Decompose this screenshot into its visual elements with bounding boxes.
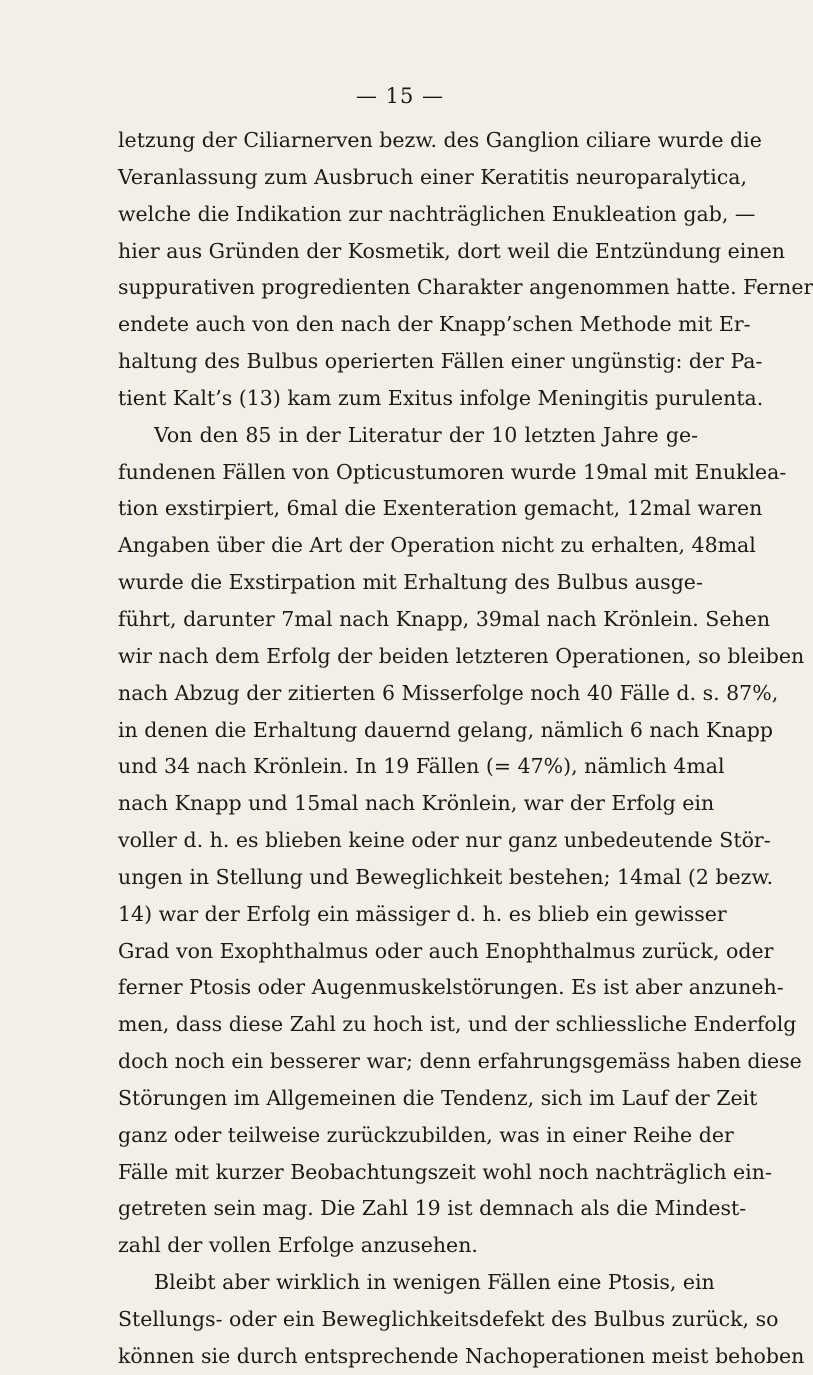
- text-line: haltung des Bulbus operierten Fällen einer ungünstig: der Pa-: [118, 349, 763, 374]
- text-line: 14) war der Erfolg ein mässiger d. h. es blieb ein gewisser: [118, 901, 727, 926]
- text-line: Veranlassung zum Ausbruch einer Keratitis neuroparalytica,: [118, 164, 748, 189]
- text-line: und 34 nach Krönlein. In 19 Fällen (= 47%), nämlich 4mal: [118, 754, 725, 779]
- text-line: Bleibt aber wirklich in wenigen Fällen eine Ptosis, ein: [154, 1270, 715, 1295]
- text-line: Von den 85 in der Literatur der 10 letzten Jahre ge-: [154, 422, 698, 447]
- text-line: Fälle mit kurzer Beobachtungszeit wohl noch nachträglich ein-: [118, 1159, 772, 1184]
- body-text: [118, 122, 813, 1375]
- text-line: nach Knapp und 15mal nach Krönlein, war der Erfolg ein: [118, 791, 715, 816]
- text-line: tion exstirpiert, 6mal die Exenteration gemacht, 12mal waren: [118, 496, 763, 521]
- text-line: ganz oder teilweise zurückzubilden, was in einer Reihe der: [118, 1122, 734, 1147]
- text-line: welche die Indikation zur nachträglichen Enukleation gab, —: [118, 201, 756, 226]
- text-line: hier aus Gründen der Kosmetik, dort weil die Entzündung einen: [118, 238, 785, 263]
- text-line: voller d. h. es blieben keine oder nur ganz unbedeutende Stör-: [118, 828, 771, 853]
- text-line: tient Kalt’s (13) kam zum Exitus infolge Meningitis purulenta.: [118, 385, 764, 410]
- text-line: Angaben über die Art der Operation nicht zu erhalten, 48mal: [118, 533, 756, 558]
- text-line: nach Abzug der zitierten 6 Misserfolge noch 40 Fälle d. s. 87%,: [118, 680, 779, 705]
- text-line: in denen die Erhaltung dauernd gelang, nämlich 6 nach Knapp: [118, 717, 773, 742]
- text-line: letzung der Ciliarnerven bezw. des Ganglion ciliare wurde die: [118, 128, 762, 152]
- text-line: ferner Ptosis oder Augenmuskelstörungen. Es ist aber anzuneh-: [118, 975, 784, 1000]
- text-line: Stellungs- oder ein Beweglichkeitsdefekt des Bulbus zurück, so: [118, 1307, 779, 1331]
- text-line: ungen in Stellung und Beweglichkeit bestehen; 14mal (2 bezw.: [118, 864, 774, 889]
- text-line: men, dass diese Zahl zu hoch ist, und der schliessliche Enderfolg: [118, 1012, 797, 1037]
- text-line: fundenen Fällen von Opticustumoren wurde 19mal mit Enuklea-: [118, 459, 787, 484]
- page-number: — 15 —: [355, 84, 445, 108]
- text-line: wurde die Exstirpation mit Erhaltung des Bulbus ausge-: [118, 570, 703, 595]
- text-line: zahl der vollen Erfolge anzusehen.: [118, 1233, 478, 1258]
- text-line: wir nach dem Erfolg der beiden letzteren Operationen, so bleiben: [118, 643, 805, 668]
- text-line: führt, darunter 7mal nach Knapp, 39mal nach Krönlein. Sehen: [118, 606, 771, 631]
- text-line: endete auch von den nach der Knapp’schen Methode mit Er-: [118, 312, 751, 337]
- text-line: Störungen im Allgemeinen die Tendenz, sich im Lauf der Zeit: [118, 1085, 758, 1110]
- text-line: können sie durch entsprechende Nachoperationen meist behoben: [118, 1343, 805, 1368]
- text-line: Grad von Exophthalmus oder auch Enophthalmus zurück, oder: [118, 938, 774, 963]
- text-line: getreten sein mag. Die Zahl 19 ist demnach als die Mindest-: [118, 1196, 747, 1221]
- text-line: suppurativen progredienten Charakter angenommen hatte. Ferner: [118, 275, 813, 300]
- text-line: doch noch ein besserer war; denn erfahrungsgemäss haben diese: [118, 1049, 802, 1074]
